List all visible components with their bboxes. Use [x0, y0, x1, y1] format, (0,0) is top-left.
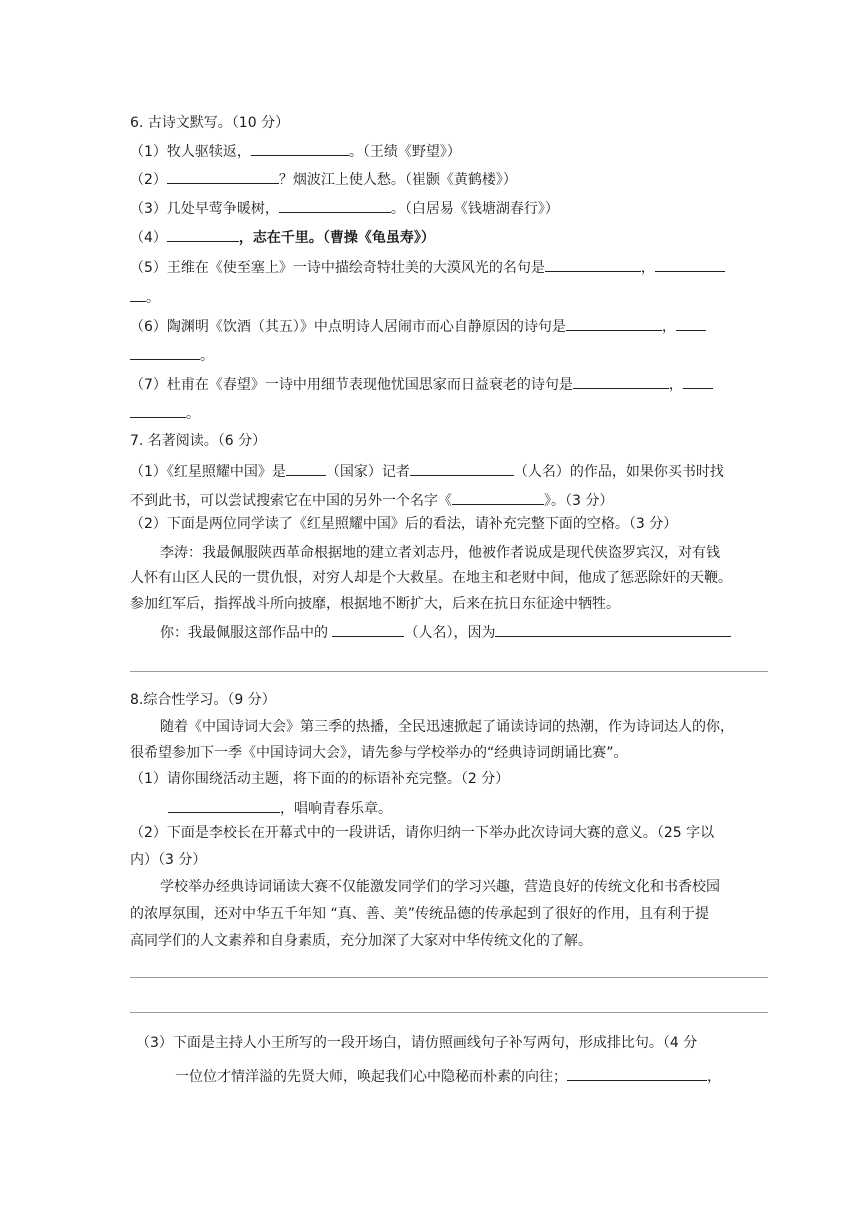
q6-item-2-blank[interactable]: [167, 169, 279, 184]
q6-item-1-prefix: （1）牧人驱犊返，: [130, 144, 251, 160]
q6-item-6-blank-1[interactable]: [566, 316, 662, 331]
q8-slogan-text: ，唱响青春乐章。: [280, 801, 392, 817]
q6-item-5-cont: [130, 287, 770, 308]
q7-p1-text-d: 不到此书，可以尝试搜索它在中国的另外一个名字《: [130, 493, 452, 509]
q6-item-2: [130, 169, 770, 190]
q6-item-5-blank-2b[interactable]: [130, 287, 146, 302]
q8-answer-rule-2[interactable]: [130, 1012, 768, 1013]
q8-part-3-sample-line: [175, 1066, 770, 1087]
q6-item-1-suffix: 。（王绩《野望》）: [348, 144, 461, 160]
q8-speech-line-1: 学校举办经典诗词诵读大赛不仅能激发同学们的学习兴趣，营造良好的传统文化和书香校园: [160, 879, 720, 895]
q6-item-5-prefix: （5）王维在《使至塞上》一诗中描绘奇特壮美的大漠风光的名句是: [130, 260, 545, 276]
q6-item-4-prefix: （4）: [130, 230, 167, 246]
q7-reason-blank[interactable]: [495, 622, 731, 637]
q6-item-6-end: 。: [200, 348, 214, 364]
q6-item-5-end: 。: [146, 290, 160, 306]
q8-intro-line-1: 随着《中国诗词大会》第三季的热播，全民迅速掀起了诵读诗词的热潮，作为诗词达人的你，: [160, 719, 734, 735]
q7-part-1-line-2: [130, 490, 770, 511]
q6-item-3-suffix: 。（白居易《钱塘湖春行》）: [390, 201, 559, 217]
q6-item-5-blank-2a[interactable]: [655, 257, 725, 272]
q7-person-blank[interactable]: [332, 622, 404, 637]
q6-item-3: [130, 198, 770, 219]
q6-item-7-blank-2b[interactable]: [130, 403, 186, 418]
q6-item-6-prefix: （6）陶渊明《饮酒（其五）》中点明诗人居闹市而心自静原因的诗句是: [130, 319, 566, 335]
q6-item-6-blank-2b[interactable]: [130, 345, 200, 360]
q8-answer-rule-1[interactable]: [130, 977, 768, 978]
q7-alt-title-blank[interactable]: [452, 490, 544, 505]
q6-item-1: [130, 141, 770, 162]
q7-litao-line-2: 人怀有山区人民的一贯仇恨，对穷人却是个大救星。在地主和老财中间，他成了惩恶除奸的天鞭。: [130, 570, 732, 586]
q7-you-text-b: （人名），因为: [404, 625, 496, 641]
q6-item-2-suffix: ？烟波江上使人愁。（崔颢《黄鹤楼》）: [278, 172, 517, 188]
q7-your-answer-line: [160, 622, 770, 643]
q8-slogan-blank[interactable]: [168, 798, 280, 813]
q8-p3-sample-text: 一位位才情洋溢的先贤大师，唤起我们心中隐秘而朴素的向往；: [175, 1069, 567, 1085]
q7-p1-text-e: 》。（3 分）: [544, 493, 614, 509]
q6-item-4-suffix: ，志在千里。（曹操《龟虽寿》）: [238, 230, 435, 246]
q8-p3-comma: ，: [707, 1069, 721, 1085]
q8-part-3: （3）下面是主持人小王所写的一段开场白，请仿照画线句子补写两句，形成排比句。（4 分: [136, 1035, 698, 1051]
q8-part-2-line-2: 内）（3 分）: [130, 852, 207, 868]
q7-litao-line-1: 李涛：我最佩服陕西革命根据地的建立者刘志丹，他被作者说成是现代侠盗罗宾汉，对有钱: [160, 545, 720, 561]
q6-item-7-blank-1[interactable]: [573, 374, 669, 389]
q6-item-7-blank-2a[interactable]: [683, 374, 713, 389]
q8-p3-blank[interactable]: [567, 1066, 707, 1081]
q8-intro-line-2: 很希望参加下一季《中国诗词大会》，请先参与学校举办的“经典诗词朗诵比赛”。: [130, 745, 628, 761]
q7-you-text-a: 你：我最佩服这部作品中的: [160, 625, 333, 641]
q7-p1-text-c: （人名）的作品，如果你买书时找: [513, 464, 724, 480]
q6-item-3-prefix: （3）几处早莺争暖树，: [130, 201, 279, 217]
q8-speech-line-2: 的浓厚氛围，还对中华五千年知 “真、善、美”传统品德的传承起到了很好的作用，且有利于提: [130, 906, 709, 922]
q7-part-1-line-1: [130, 461, 770, 482]
q6-item-7-prefix: （7）杜甫在《春望》一诗中用细节表现他忧国思家而日益衰老的诗句是: [130, 377, 573, 393]
q7-part-2: （2）下面是两位同学读了《红星照耀中国》后的看法，请补充完整下面的空格。（3 分）: [130, 516, 678, 532]
q6-item-6-cont: [130, 345, 770, 366]
q6-item-5-blank-1[interactable]: [545, 257, 641, 272]
q8-part-2-line-1: （2）下面是李校长在开幕式中的一段讲话，请你归纳一下举办此次诗词大赛的意义。（25 字以: [130, 825, 715, 841]
q6-item-6-comma: ，: [661, 319, 676, 335]
q7-country-blank[interactable]: [286, 461, 326, 476]
q8-slogan-line: [168, 798, 768, 819]
q6-item-7-end: 。: [186, 406, 200, 422]
q6-item-7-comma: ，: [668, 377, 683, 393]
q7-answer-rule[interactable]: [130, 671, 768, 672]
q8-title: 8.综合性学习。（9 分）: [130, 692, 276, 708]
q6-item-4: [130, 227, 770, 248]
q7-litao-line-3: 参加红军后，指挥战斗所向披靡，根据地不断扩大，后来在抗日东征途中牺牲。: [130, 596, 620, 612]
q6-title: 6. 古诗文默写。（10 分）: [130, 115, 290, 131]
q6-item-7-cont: [130, 403, 770, 424]
q6-item-6-blank-2a[interactable]: [676, 316, 706, 331]
q6-item-2-prefix: （2）: [130, 172, 167, 188]
q7-p1-text-a: （1）《红星照耀中国》是: [130, 464, 286, 480]
q7-p1-text-b: （国家）记者: [325, 464, 410, 480]
q8-part-1: （1）请你围绕活动主题，将下面的的标语补充完整。（2 分）: [130, 771, 510, 787]
q8-speech-line-3: 高同学们的人文素养和自身素质，充分加深了大家对中华传统文化的了解。: [130, 933, 592, 949]
q6-item-3-blank[interactable]: [279, 198, 391, 213]
q7-author-blank[interactable]: [410, 461, 514, 476]
q6-item-5: [130, 257, 770, 278]
q6-item-5-comma: ，: [640, 260, 655, 276]
q6-item-1-blank[interactable]: [251, 141, 349, 156]
q7-title: 7. 名著阅读。（6 分）: [130, 433, 267, 449]
q6-item-4-blank[interactable]: [167, 227, 239, 242]
q6-item-7: [130, 374, 770, 395]
q6-item-6: [130, 316, 770, 337]
